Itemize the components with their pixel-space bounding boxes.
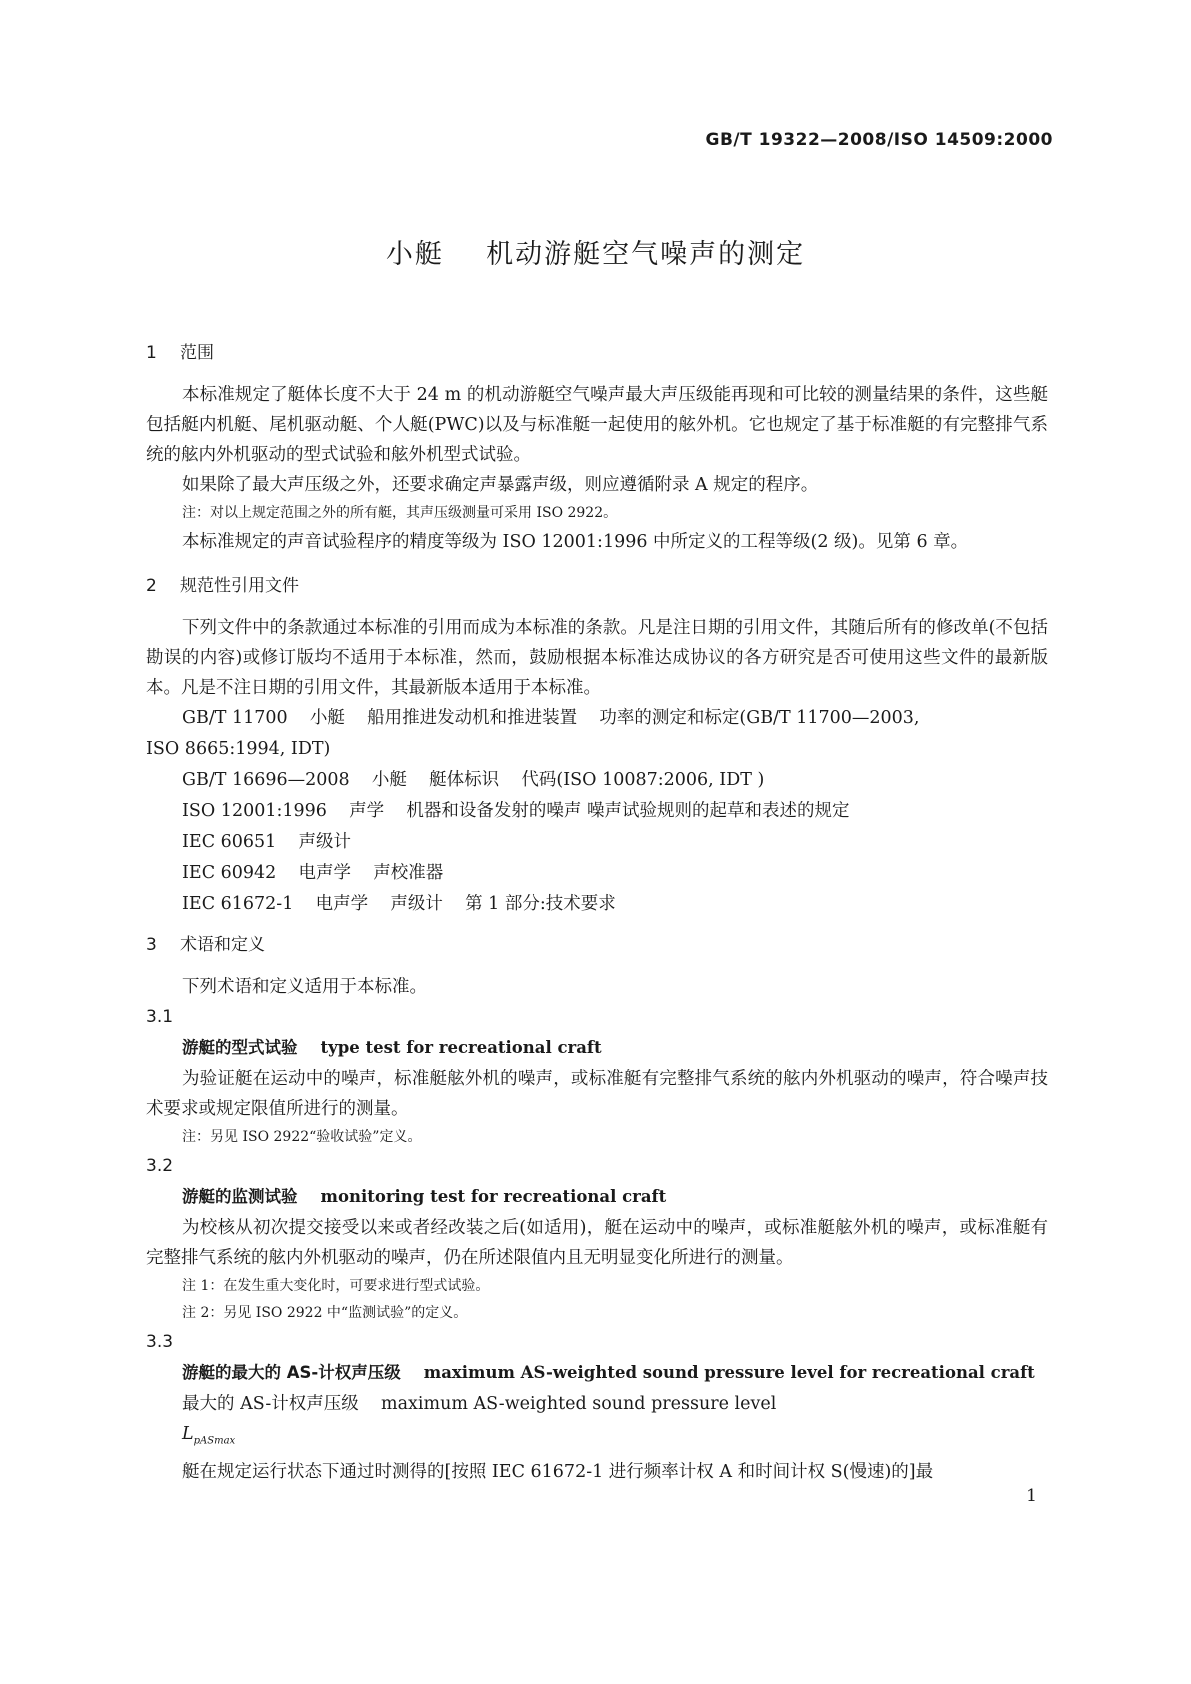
note: 注：另见 ISO 2922“验收试验”定义。	[182, 1129, 422, 1145]
term-heading	[146, 1032, 1048, 1064]
page-number: 1	[1026, 1486, 1037, 1506]
clause-number: 3.2	[146, 1156, 174, 1176]
symbol-subscript: pASmax	[193, 1435, 236, 1447]
section-heading-terms-and-definitions	[146, 930, 1048, 960]
note: 注 1：在发生重大变化时，可要求进行型式试验。	[182, 1278, 490, 1294]
reference-item: IEC 60942 电声学 声校准器	[182, 863, 444, 883]
section-number: 2	[146, 576, 157, 596]
definition: 为验证艇在运动中的噪声，标准艇舷外机的噪声，或标准艇有完整排气系统的舷内外机驱动的噪声，符合噪声技术要求或规定限值所进行的测量。	[146, 1069, 1048, 1119]
section-title: 规范性引用文件	[180, 576, 299, 596]
term-heading	[146, 1357, 1048, 1389]
term-chinese: 游艇的型式试验	[182, 1038, 298, 1057]
reference-item-continued: ISO 8665:1994, IDT)	[146, 739, 331, 759]
paragraph: 如果除了最大声压级之外，还要求确定声暴露声级，则应遵循附录 A 规定的程序。	[182, 475, 819, 495]
reference-item: IEC 61672-1 电声学 声级计 第 1 部分:技术要求	[182, 894, 616, 914]
section-heading-normative-references	[146, 571, 1048, 601]
paragraph: 下列术语和定义适用于本标准。	[182, 977, 427, 997]
admitted-term: 最大的 AS-计权声压级 maximum AS-weighted sound pressure level	[182, 1394, 777, 1414]
note: 注 2：另见 ISO 2922 中“监测试验”的定义。	[182, 1305, 468, 1321]
term-english: maximum AS-weighted sound pressure level for recreational craft	[423, 1363, 1035, 1382]
standard-code-header: GB/T 19322—2008/ISO 14509:2000	[705, 130, 1053, 150]
paragraph: 下列文件中的条款通过本标准的引用而成为本标准的条款。凡是注日期的引用文件，其随后所有的修改单(不包括勘误的内容)或修订版均不适用于本标准，然而，鼓励根据本标准达成协议的各方研究是否可使用这些文件的最新版本。凡是不注日期的引用文件，其最新版本适用于本标准。	[146, 618, 1048, 698]
section-number: 1	[146, 343, 157, 363]
term-heading	[146, 1181, 1048, 1213]
term-symbol	[146, 1419, 1048, 1457]
paragraph: 本标准规定的声音试验程序的精度等级为 ISO 12001:1996 中所定义的工程等级(2 级)。见第 6 章。	[182, 532, 969, 552]
term-english: type test for recreational craft	[320, 1038, 602, 1057]
clause-number: 3.3	[146, 1332, 174, 1352]
symbol-main: L	[182, 1424, 194, 1444]
paragraph: 本标准规定了艇体长度不大于 24 m 的机动游艇空气噪声最大声压级能再现和可比较的测量结果的条件，这些艇包括艇内机艇、尾机驱动艇、个人艇(PWC)以及与标准艇一起使用的舷外机。它也规定了基于标准艇的有完整排气系统的舷内外机驱动的型式试验和舷外机型式试验。	[146, 385, 1048, 465]
document-body	[146, 330, 1048, 1487]
section-title: 术语和定义	[180, 935, 265, 955]
definition: 艇在规定运行状态下通过时测得的[按照 IEC 61672-1 进行频率计权 A 和时间计权 S(慢速)的]最	[182, 1461, 934, 1482]
section-heading-scope	[146, 338, 1048, 368]
reference-item: IEC 60651 声级计	[182, 832, 352, 852]
section-title: 范围	[180, 343, 214, 363]
note: 注：对以上规定范围之外的所有艇，其声压级测量可采用 ISO 2922。	[182, 505, 618, 521]
section-number: 3	[146, 935, 157, 955]
clause-number: 3.1	[146, 1007, 174, 1027]
term-chinese: 游艇的最大的 AS-计权声压级	[182, 1363, 401, 1382]
document-title: 小艇 机动游艇空气噪声的测定	[385, 239, 806, 270]
term-chinese: 游艇的监测试验	[182, 1187, 298, 1206]
reference-item: GB/T 11700 小艇 船用推进发动机和推进装置 功率的测定和标定(GB/T 11700—2003,	[182, 708, 920, 728]
reference-item: ISO 12001:1996 声学 机器和设备发射的噪声 噪声试验规则的起草和表述的规定	[182, 801, 850, 821]
definition: 为校核从初次提交接受以来或者经改装之后(如适用)，艇在运动中的噪声，或标准艇舷外机的噪声，或标准艇有完整排气系统的舷内外机驱动的噪声，仍在所述限值内且无明显变化所进行的测量。	[146, 1218, 1048, 1268]
reference-item: GB/T 16696—2008 小艇 艇体标识 代码(ISO 10087:2006, IDT )	[182, 770, 765, 790]
term-english: monitoring test for recreational craft	[320, 1187, 667, 1206]
